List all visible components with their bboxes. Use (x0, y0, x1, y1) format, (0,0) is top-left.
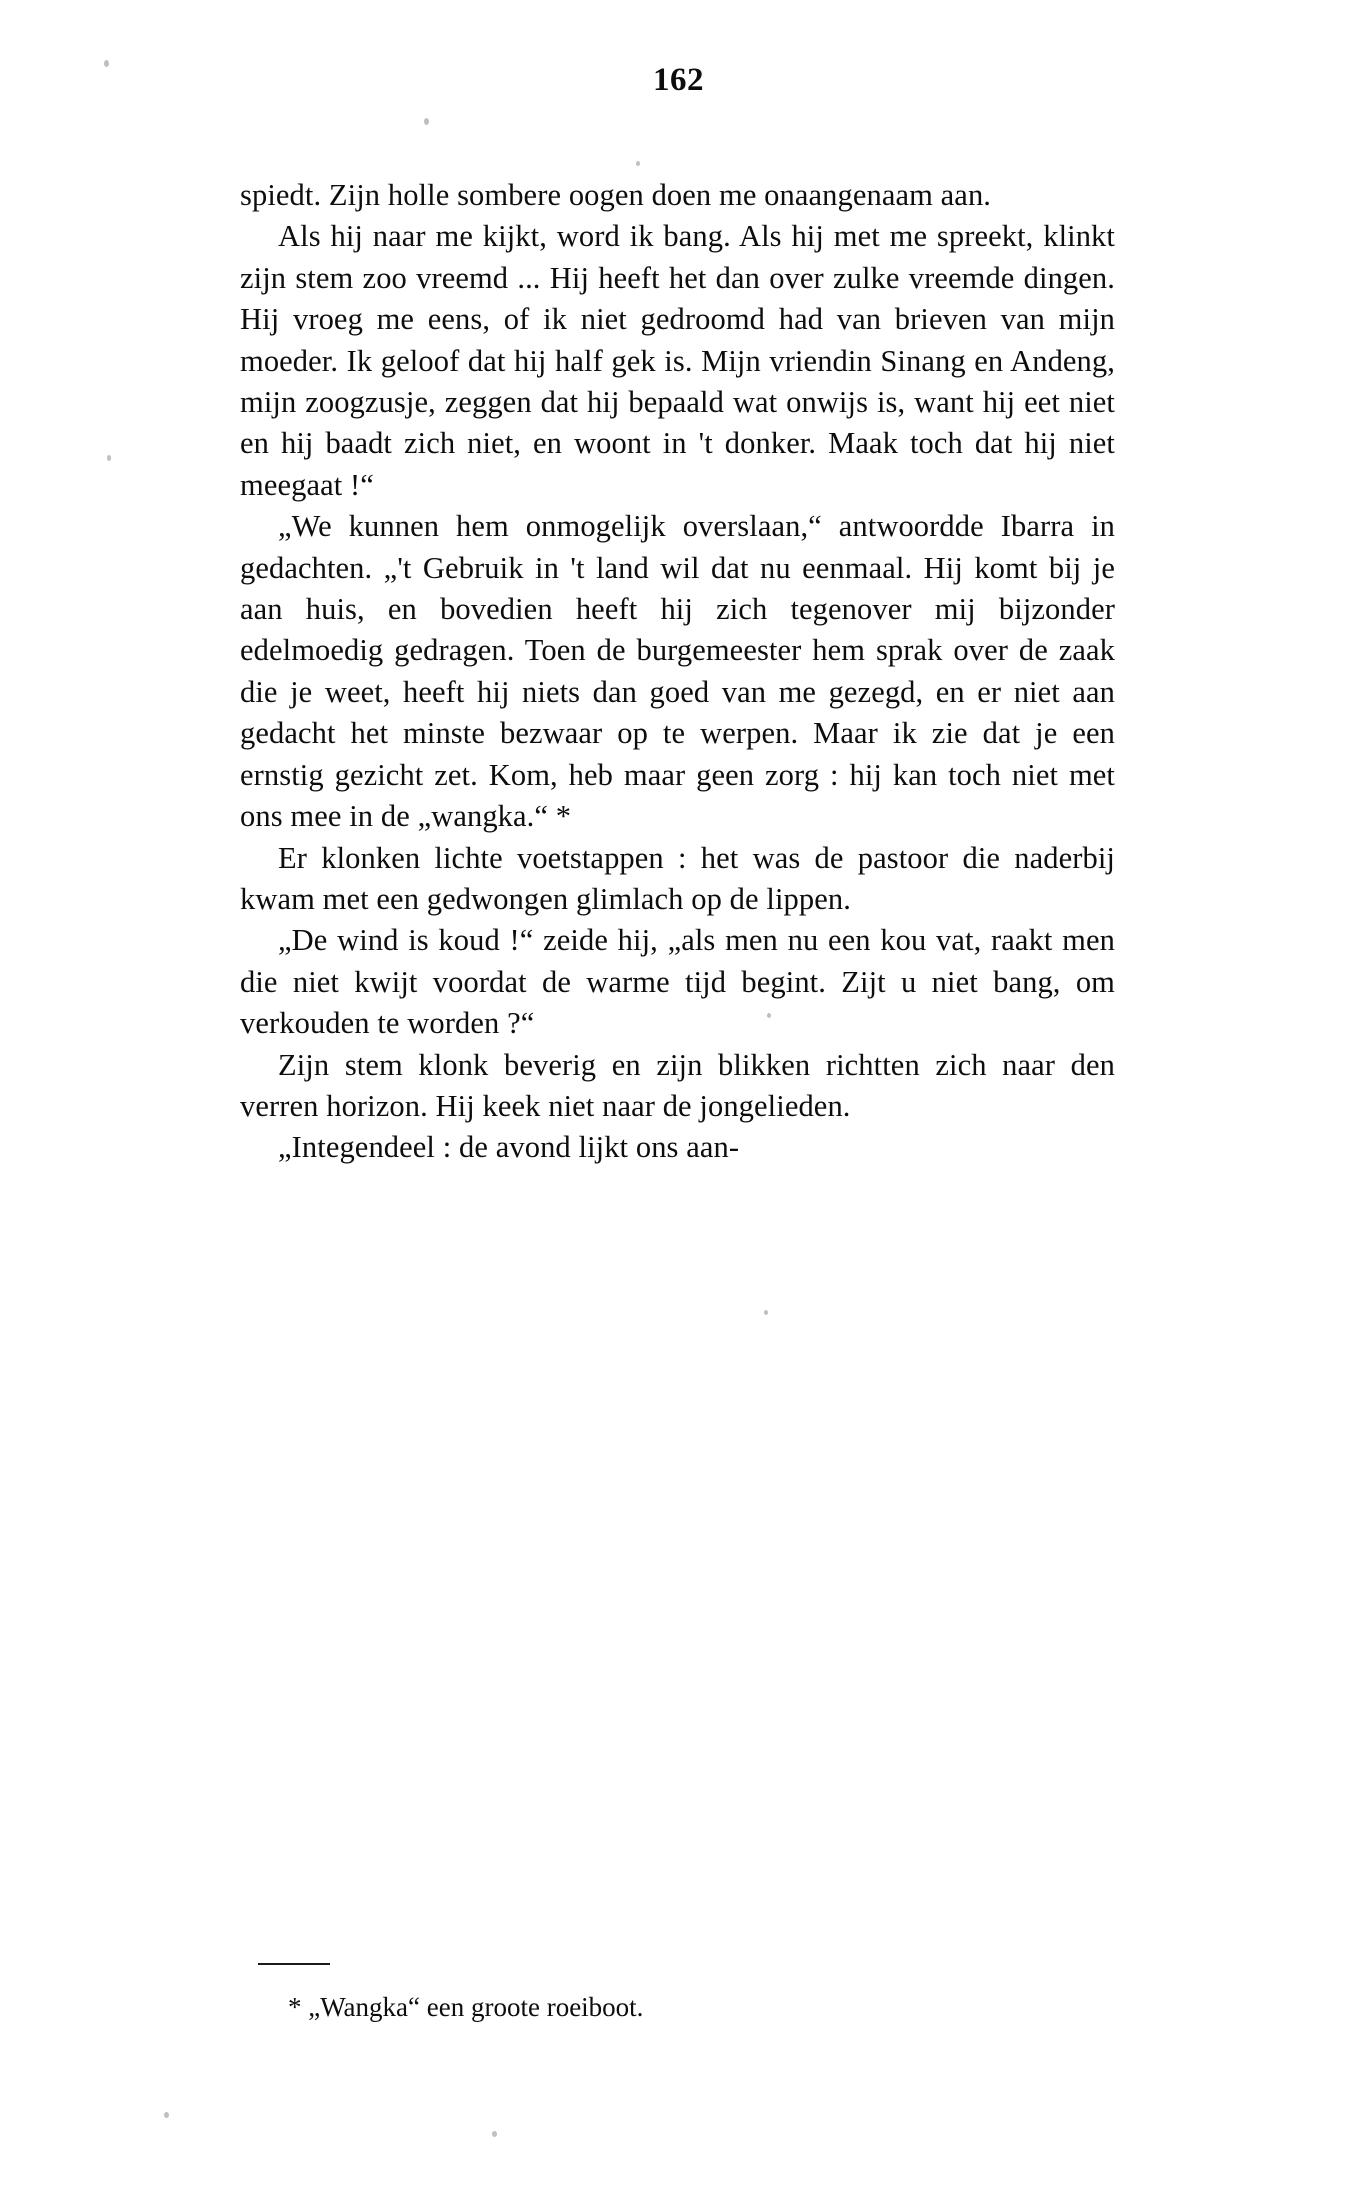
scan-speck (767, 1013, 771, 1018)
scan-speck (164, 2112, 169, 2118)
body-text-column (240, 175, 1115, 1169)
scan-speck (104, 60, 109, 67)
scan-speck (492, 2131, 497, 2137)
scan-speck (636, 161, 640, 166)
paragraph: Zijn stem klonk beverig en zijn blikken richtten zich naar den verren horizon. Hij keek niet naar de jongelieden. (240, 1047, 1115, 1123)
scan-speck (424, 118, 429, 125)
paragraph: „Integendeel : de avond lijkt ons aan- (278, 1130, 740, 1165)
paragraph: Er klonken lichte voetstappen : het was de pastoor die naderbij kwam met een gedwongen glimlach op de lippen. (240, 840, 1115, 916)
footnote-separator (258, 1963, 330, 1965)
scan-speck (107, 455, 111, 461)
footnote-text: * „Wangka“ een groote roeiboot. (288, 1992, 644, 2022)
paragraph: spiedt. Zijn holle sombere oogen doen me onaangenaam aan. (240, 178, 992, 212)
scan-speck (764, 1310, 768, 1315)
paragraph: Als hij naar me kijkt, word ik bang. Als hij met me spreekt, klinkt zijn stem zoo vreemd ... Hij heeft het dan over zulke vreemde dingen. Hij vroeg me eens, of ik niet gedroomd had van brieven van mijn moeder. Ik geloof dat hij half gek is. Mijn vriendin Sinang en Andeng, mijn zoogzusje, zeggen dat hij bepaald wat onwijs is, want hij eet niet en hij baadt zich niet, en woont in 't donker. Maak toch dat hij niet meegaat !“ (240, 219, 1115, 502)
paragraph: „We kunnen hem onmogelijk overslaan,“ antwoordde Ibarra in gedachten. „'t Gebruik in 't land wil dat nu eenmaal. Hij komt bij je aan huis, en bovedien heeft hij zich tegenover mij bijzonder edelmoedig gedragen. Toen de burgemeester hem sprak over de zaak die je weet, heeft hij niets dan goed van me gezegd, en er niet aan gedacht het minste bezwaar op te werpen. Maar ik zie dat je een ernstig gezicht zet. Kom, heb maar geen zorg : hij kan toch niet met ons mee in de „wangka.“ * (240, 509, 1115, 834)
page-number: 162 (653, 62, 704, 98)
paragraph: „De wind is koud !“ zeide hij, „als men nu een kou vat, raakt men die niet kwijt voordat de warme tijd begint. Zijt u niet bang, om verkouden te worden ?“ (240, 923, 1115, 1041)
